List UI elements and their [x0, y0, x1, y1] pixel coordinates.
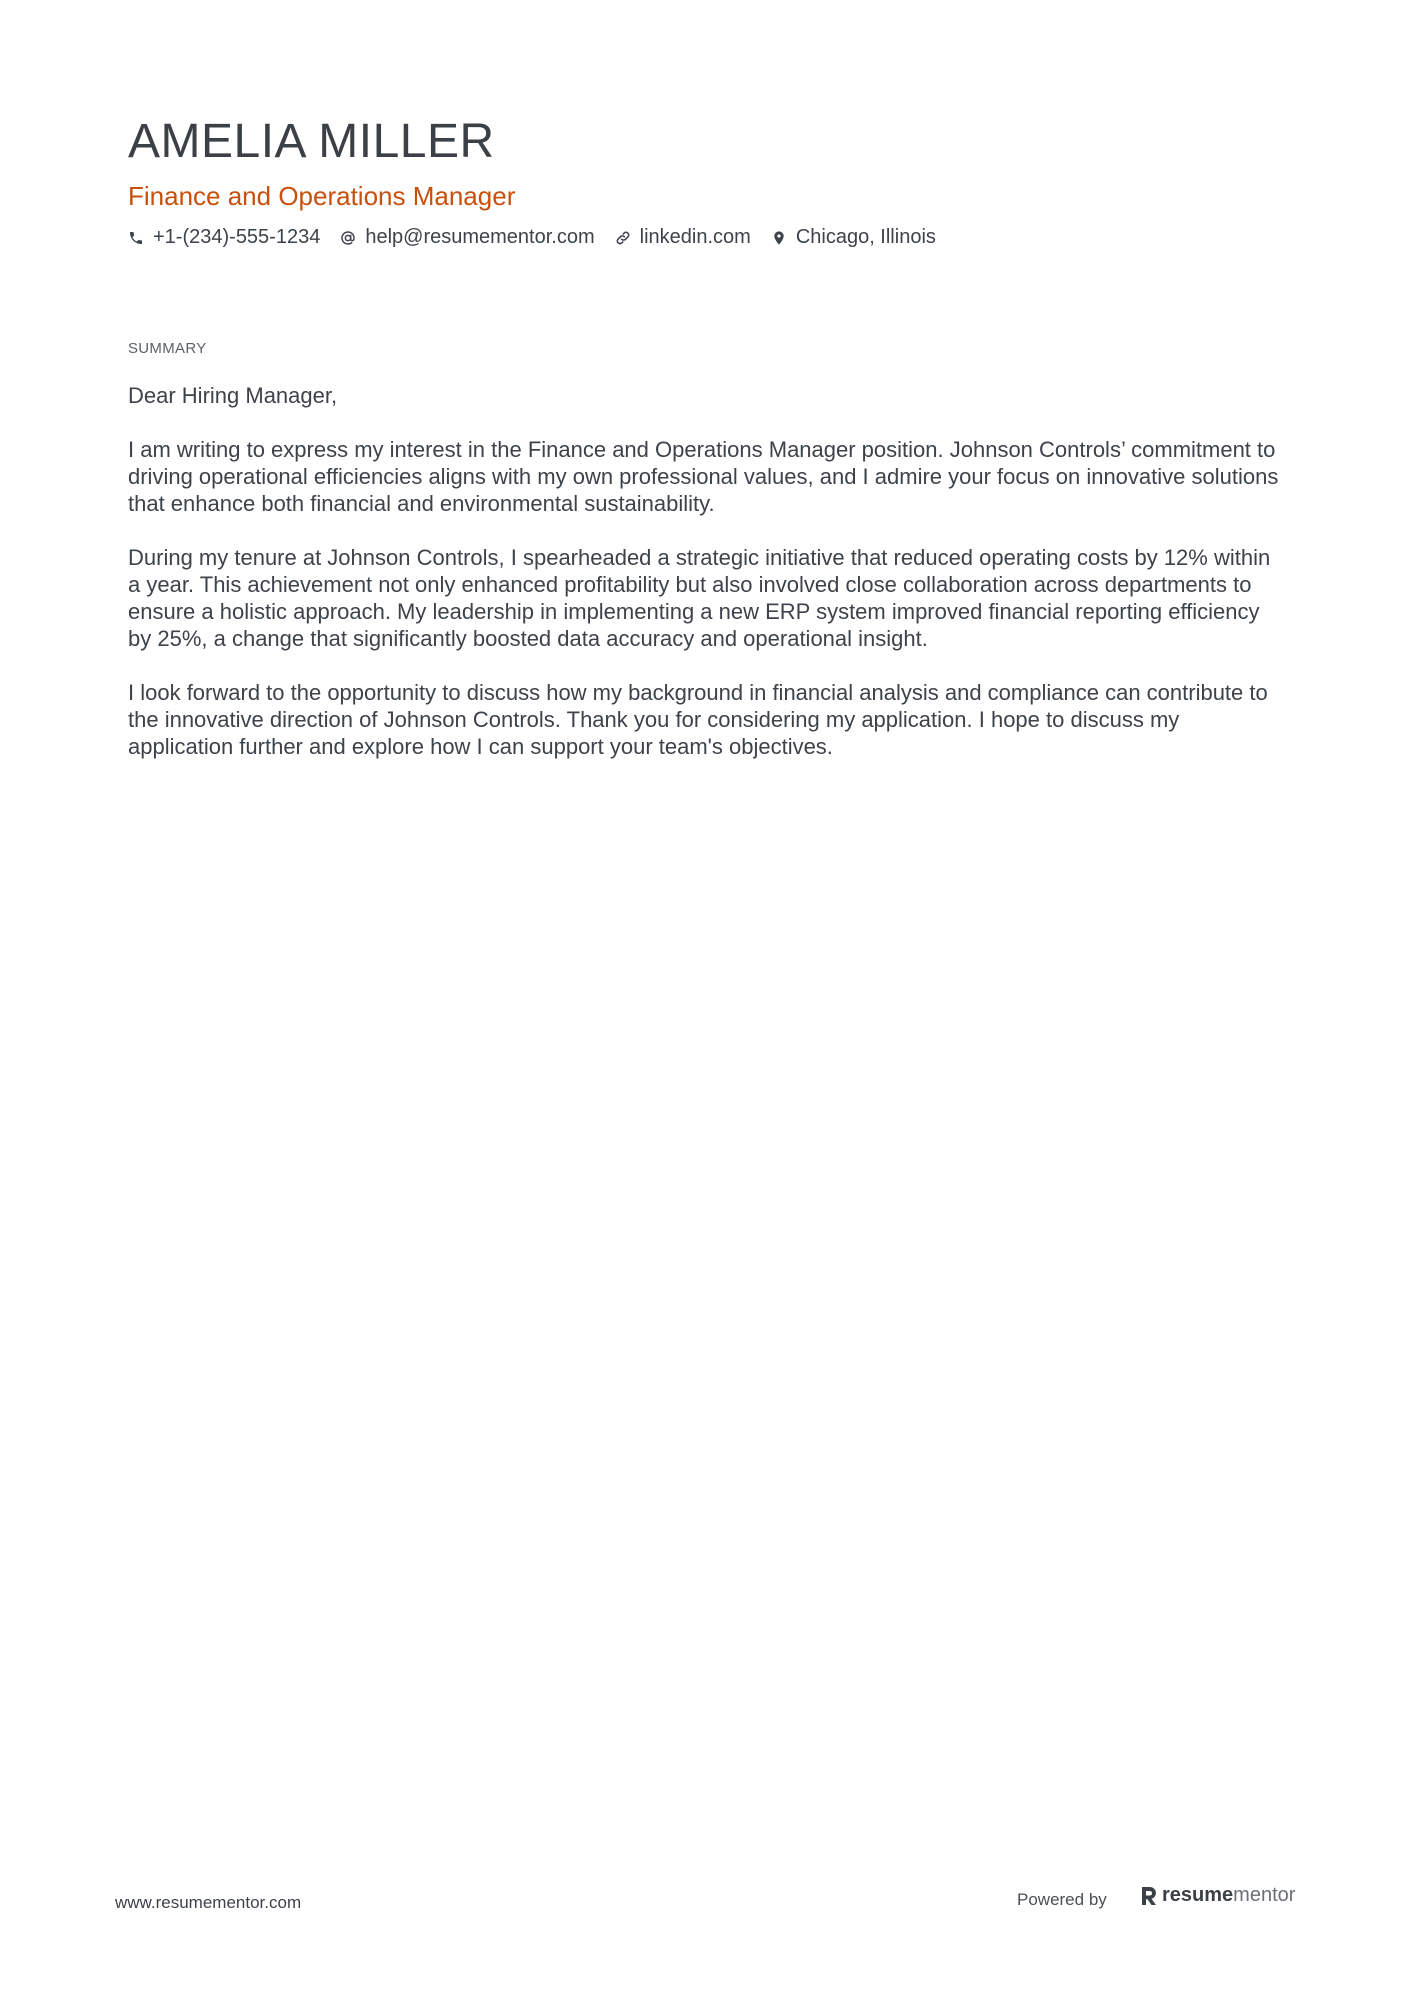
letter-paragraph: During my tenure at Johnson Controls, I spearheaded a strategic initiative that reduced operating costs by 12% within a year. This achievement not only enhanced profitability but also involved close collaboration across departments to ensure a holistic approach. My leadership in implementing a new ERP system improved financial reporting efficiency by 25%, a change that significantly boosted data accuracy and operational insight. — [128, 545, 1271, 651]
job-title: Finance and Operations Manager — [128, 181, 516, 211]
brand-name-light: mentor — [1233, 1884, 1296, 1906]
letter-paragraph: I am writing to express my interest in the Finance and Operations Manager position. Johnson Controls’ commitment to driving operational efficiencies aligns with my own professional values, and I admire your focus on innovative solutions that enhance both financial and environmental sustainability. — [128, 437, 1279, 516]
contact-email[interactable] — [340, 226, 594, 249]
phone-text: +1-(234)-555-1234 — [153, 226, 321, 248]
letter-paragraph: I look forward to the opportunity to discuss how my background in financial analysis and compliance can contribute to the innovative direction of Johnson Controls. Thank you for considering my application. I hope to discuss my application further and explore how I can support your team's objectives. — [128, 680, 1268, 759]
powered-by-label: Powered by — [1017, 1890, 1107, 1909]
resumementor-logo-icon — [1140, 1885, 1158, 1907]
phone-icon — [128, 230, 144, 246]
email-text: help@resumementor.com — [365, 226, 595, 248]
map-pin-icon — [771, 230, 787, 246]
brand-name-bold: resume — [1162, 1884, 1234, 1906]
at-icon — [340, 230, 356, 246]
brand-logo[interactable] — [1140, 1884, 1295, 1907]
link-icon — [615, 230, 631, 246]
summary-heading: SUMMARY — [128, 340, 207, 357]
letter-greeting: Dear Hiring Manager, — [128, 383, 338, 408]
contact-location — [771, 226, 936, 249]
website-text: linkedin.com — [639, 226, 751, 248]
location-text: Chicago, Illinois — [795, 226, 936, 248]
contact-website[interactable] — [615, 226, 751, 249]
footer-url[interactable]: www.resumementor.com — [115, 1893, 302, 1912]
contact-bar — [128, 226, 956, 249]
contact-phone[interactable] — [128, 226, 320, 249]
candidate-name: AMELIA MILLER — [128, 115, 495, 168]
letter-body — [128, 382, 1288, 787]
